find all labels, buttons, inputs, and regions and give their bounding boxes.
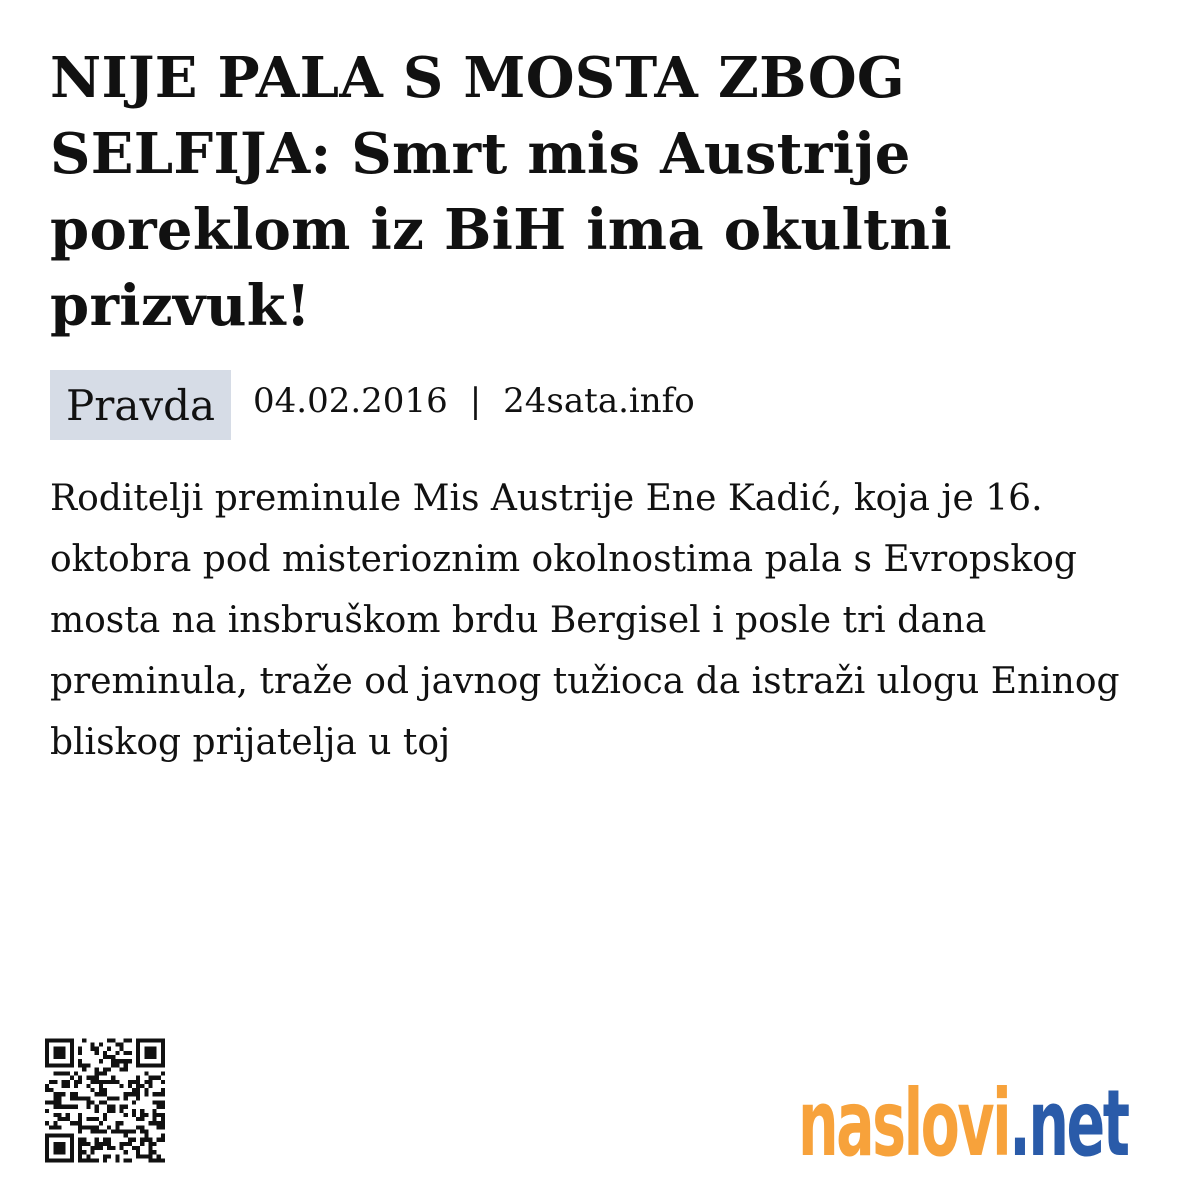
source-name: 24sata.info — [503, 381, 695, 421]
publish-date: 04.02.2016 — [253, 381, 448, 421]
article-meta — [50, 370, 695, 440]
logo-text-naslovi: naslovi — [798, 1070, 1010, 1177]
logo-text-net: .net — [1009, 1070, 1128, 1177]
meta-info — [253, 381, 695, 421]
meta-separator: | — [469, 381, 482, 421]
article-headline: NIJE PALA S MOSTA ZBOG SELFIJA: Smrt mis Austrije poreklom iz BiH ima okultni prizvuk! — [50, 45, 952, 339]
article-lead: Roditelji preminule Mis Austrije Ene Kadić, koja je 16. oktobra pod misterioznim okolnostima pala s Evropskog mosta na insbruškom brdu Bergisel i posle tri dana preminula, traže od javnog tužioca da istraži ulogu Eninog bliskog prijatelja u toj — [50, 478, 1120, 763]
site-logo[interactable] — [798, 1060, 1128, 1177]
qr-code-icon — [45, 1038, 165, 1163]
category-badge[interactable]: Pravda — [50, 370, 231, 440]
